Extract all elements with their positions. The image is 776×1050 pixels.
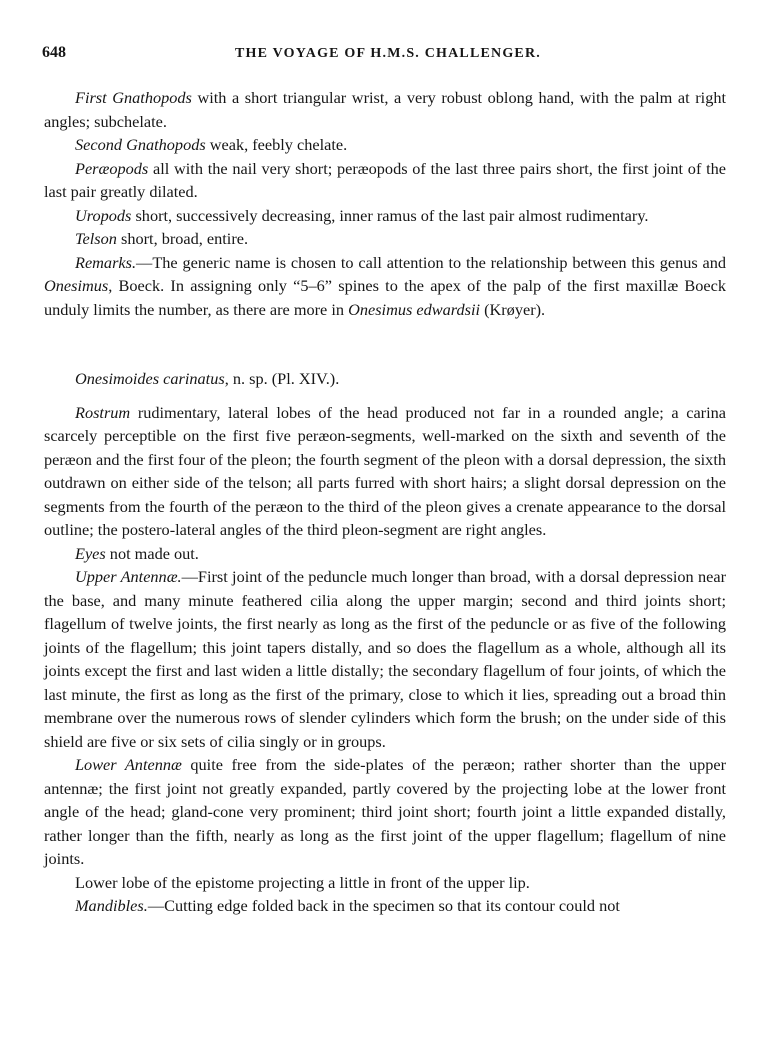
species-paragraph: Eyes not made out. — [75, 543, 199, 563]
taxon-name: Onesimus edwardsii — [348, 299, 481, 319]
term: Remarks. — [75, 252, 137, 272]
species-paragraph: Lower lobe of the epistome projecting a little in front of the upper lip. — [75, 872, 530, 892]
running-header — [0, 44, 776, 70]
genus-paragraph: Uropods short, successively decreasing, inner ramus of the last pair almost rudimentary. — [75, 205, 649, 225]
genus-paragraph: First Gnathopods with a short triangular wrist, a very robust oblong hand, with the palm at right angles; subchelate. — [44, 88, 726, 131]
genus-paragraph: Peræopods all with the nail very short; peræopods of the last three pairs short, the first joint of the last pair greatly dilated. — [44, 158, 726, 201]
page-body — [44, 86, 726, 918]
genus-paragraph: Telson short, broad, entire. — [75, 229, 249, 248]
species-paragraph: Lower Antennæ quite free from the side-plates of the peræon; rather shorter than the upper antennæ; the first joint not greatly expanded, partly covered by the projecting lobe at the lower front angle of the head; gland-cone very prominent; third joint short; fourth joint a little expanded distally, rather longer than the fifth, nearly as long as the first joint of the upper flagellum; flagellum of nine joints. — [44, 755, 726, 868]
species-paragraph: Upper Antennæ.—First joint of the peduncle much longer than broad, with a dorsal depression near the base, and many minute feathered cilia along the upper margin; second and third joints short; flagellum of twelve joints, the first nearly as long as the first of the peduncle or as five of the following joints of the flagellum; this joint tapers distally, and so does the flagellum as a whole, although all its joints except the first and last widen a little distally; the secondary flagellum of four joints, of which the last minute, the first as long as the first of the primary, close to which it lies, spreading out a broad thin membrane over the numerous rows of slender cylinders which form the brush; on the under side of this shield are five or six sets of cilia singly or in groups. — [44, 567, 726, 751]
term: Telson — [75, 229, 117, 248]
term: Eyes — [75, 543, 106, 563]
species-paragraph: Rostrum rudimentary, lateral lobes of the head produced not far in a rounded angle; a carina scarcely perceptible on the first five peræon-segments, well-marked on the sixth and seventh of the peræon and the first four of the pleon; the fourth segment of the pleon with a dorsal depression, the sixth outdrawn on either side of the telson; all parts furred with short hairs; a slight dorsal depression on the segments from the fourth of the peræon to the third of the pleon gives a crenate appearance to the dorsal outline; the postero-lateral angles of the third pleon-segment are right angles. — [44, 402, 726, 539]
term: First Gnathopods — [75, 88, 192, 107]
term: Rostrum — [75, 402, 131, 422]
species-paragraph: Mandibles.—Cutting edge folded back in the specimen so that its contour could not — [75, 896, 620, 915]
genus-paragraph: Second Gnathopods weak, feebly chelate. — [75, 135, 348, 154]
page-number: 648 — [42, 44, 66, 61]
running-title: THE VOYAGE OF H.M.S. CHALLENGER. — [235, 46, 541, 61]
term: Peræopods — [75, 158, 149, 178]
term: Second Gnathopods — [75, 135, 206, 154]
term: Lower Antennæ — [75, 755, 182, 774]
term: Mandibles. — [75, 896, 148, 915]
taxon-name: Onesimus — [44, 276, 109, 295]
species-heading: Onesimoides carinatus, n. sp. (Pl. XIV.). — [75, 369, 340, 388]
species-name: Onesimoides carinatus — [75, 369, 225, 388]
remarks-paragraph: Remarks.—The generic name is chosen to call attention to the relationship between this genus and Onesimus, Boeck. In assigning only “5–6” spines to the apex of the palp of the first maxillæ Boeck unduly limits the number, as there are more in Onesimus edwardsii (Krøyer). — [44, 252, 726, 319]
term: Upper Antennæ. — [75, 567, 182, 586]
term: Uropods — [75, 205, 132, 225]
